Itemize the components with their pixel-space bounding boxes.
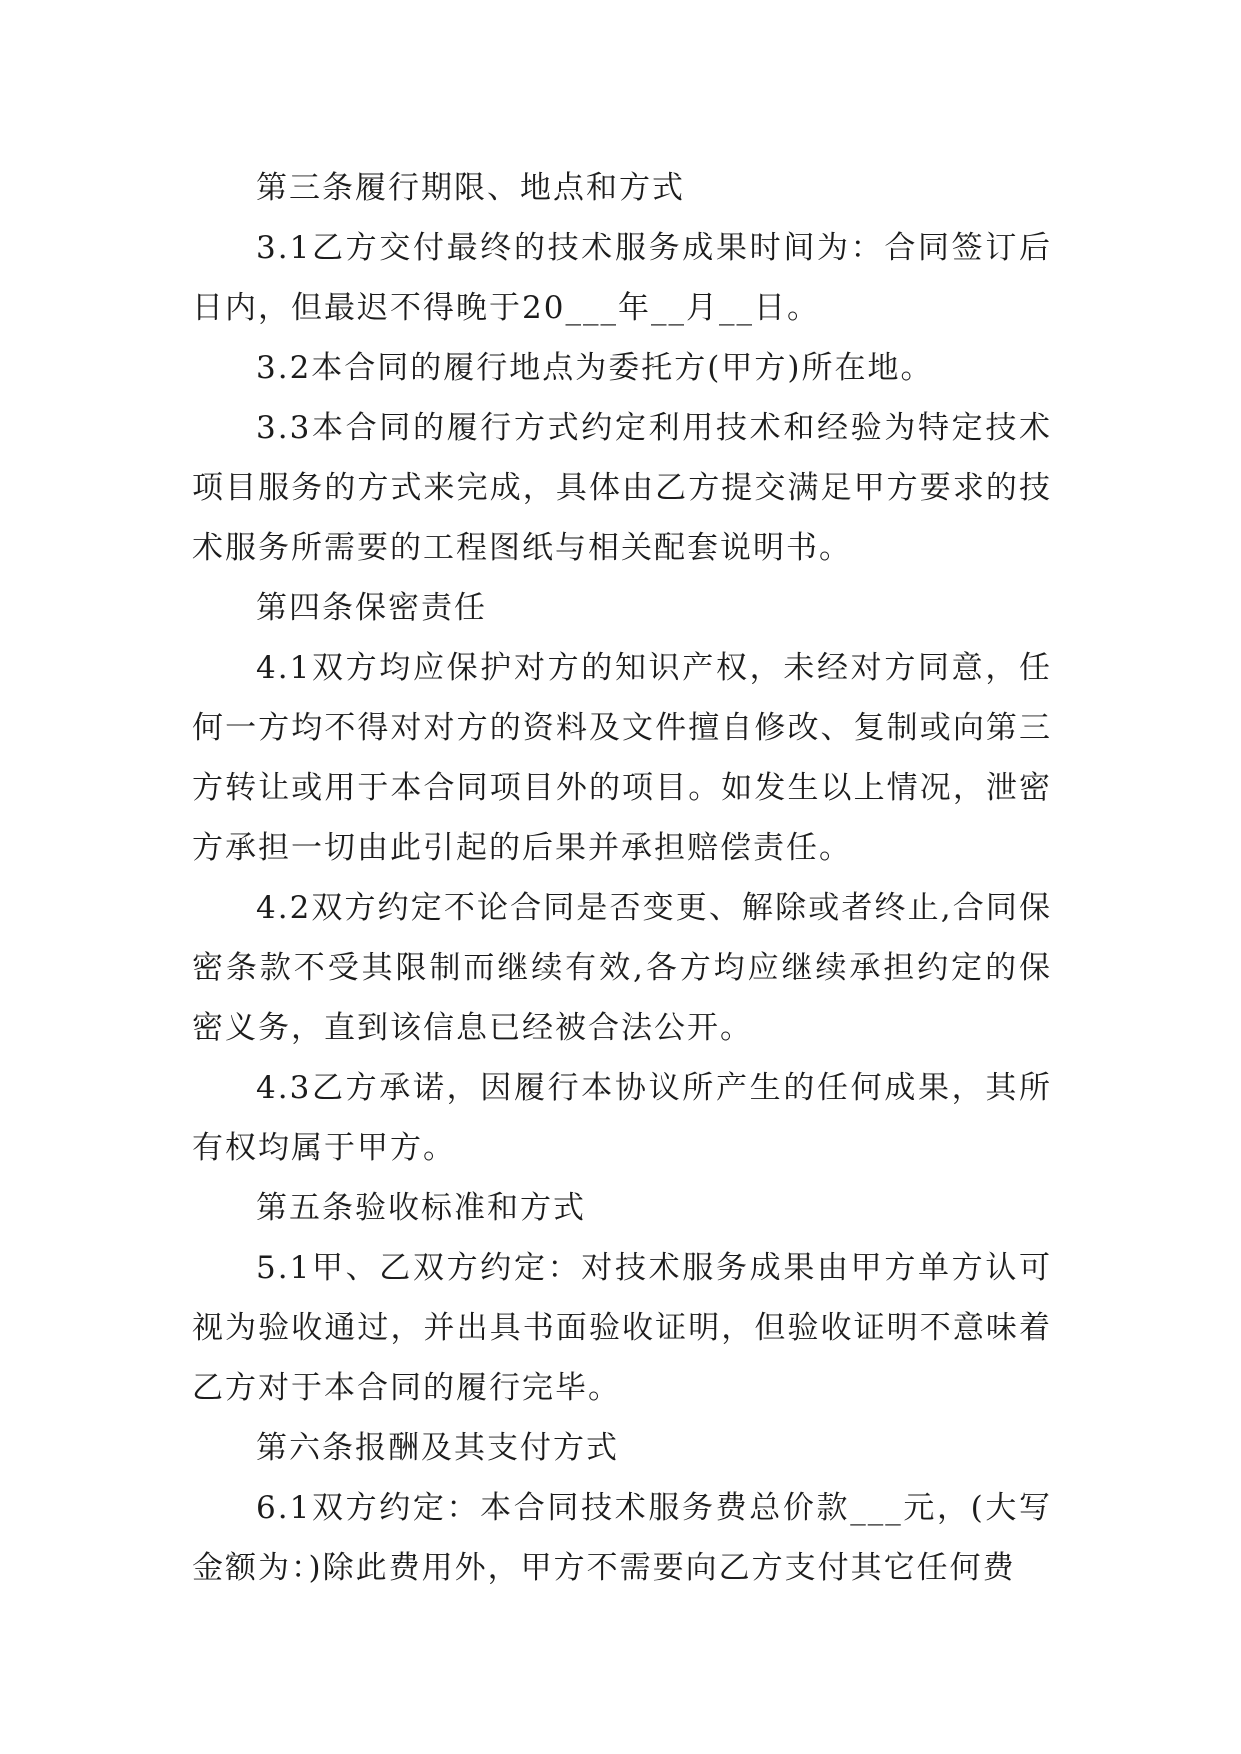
clause-3-3: 3.3本合同的履行方式约定利用技术和经验为特定技术项目服务的方式来完成，具体由乙方提交满足甲方要求的技术服务所需要的工程图纸与相关配套说明书。 xyxy=(192,410,1052,566)
clause-4-3: 4.3乙方承诺，因履行本协议所产生的任何成果，其所有权均属于甲方。 xyxy=(192,1070,1052,1166)
clause-4-2: 4.2双方约定不论合同是否变更、解除或者终止,合同保密条款不受其限制而继续有效,各方均应继续承担约定的保密义务，直到该信息已经被合法公开。 xyxy=(192,890,1052,1046)
article-5-heading: 第五条验收标准和方式 xyxy=(256,1190,586,1226)
clause-5-1: 5.1甲、乙双方约定：对技术服务成果由甲方单方认可视为验收通过，并出具书面验收证明，但验收证明不意味着乙方对于本合同的履行完毕。 xyxy=(192,1250,1052,1406)
article-3-heading: 第三条履行期限、地点和方式 xyxy=(256,170,685,206)
document-body xyxy=(192,158,1052,1598)
clause-3-2: 3.2本合同的履行地点为委托方(甲方)所在地。 xyxy=(256,350,934,386)
article-4-heading: 第四条保密责任 xyxy=(256,590,487,626)
clause-4-1: 4.1双方均应保护对方的知识产权，未经对方同意，任何一方均不得对对方的资料及文件擅自修改、复制或向第三方转让或用于本合同项目外的项目。如发生以上情况，泄密方承担一切由此引起的后果并承担赔偿责任。 xyxy=(192,650,1052,866)
article-6-heading: 第六条报酬及其支付方式 xyxy=(256,1430,619,1466)
clause-3-1: 3.1乙方交付最终的技术服务成果时间为：合同签订后日内，但最迟不得晚于20___年__月__日。 xyxy=(192,230,1052,326)
clause-6-1: 6.1双方约定：本合同技术服务费总价款___元，(大写金额为：)除此费用外，甲方不需要向乙方支付其它任何费 xyxy=(192,1490,1052,1586)
